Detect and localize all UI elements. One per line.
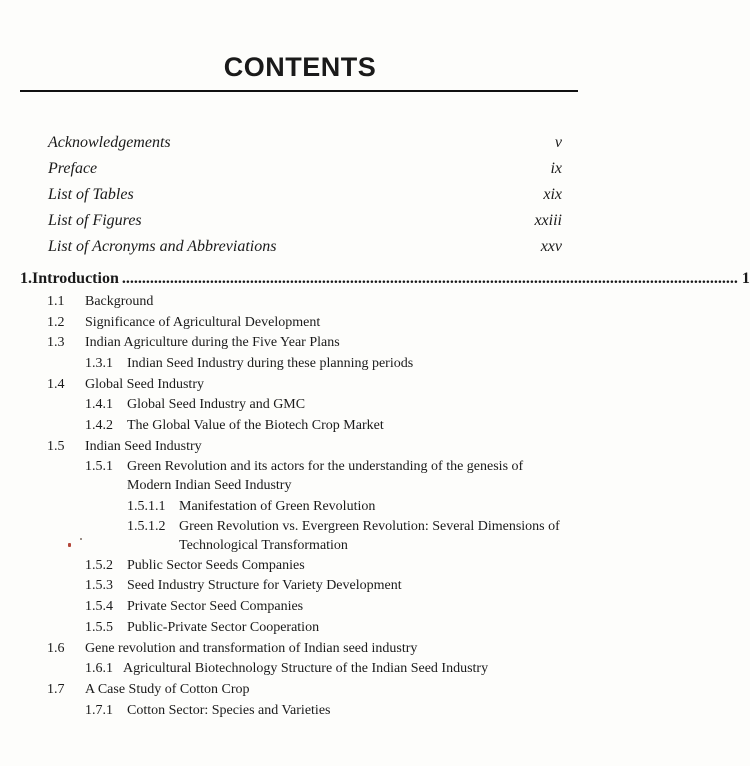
- entry-title: Manifestation of Green Revolution: [179, 499, 376, 514]
- toc-item-page: ix: [550, 160, 562, 177]
- toc-entry[interactable]: [127, 497, 375, 516]
- entry-number: 1.3: [47, 335, 65, 350]
- entry-number: 1.5.4: [85, 599, 113, 614]
- entry-title: Global Seed Industry and GMC: [127, 397, 306, 412]
- entry-number: 1.5.1.2: [127, 519, 166, 534]
- entry-title: A Case Study of Cotton Crop: [85, 682, 250, 697]
- entry-number: 1.2: [47, 315, 65, 330]
- entry-number: 1.5.3: [85, 578, 113, 593]
- entry-number: 1.5.2: [85, 558, 113, 573]
- toc-entry[interactable]: [85, 457, 567, 495]
- toc-item-label: Preface: [48, 160, 98, 177]
- ink-speck: [80, 538, 82, 540]
- entry-title: Agricultural Biotechnology Structure of the Indian Seed Industry: [123, 661, 489, 676]
- toc-front-matter-item[interactable]: [48, 134, 562, 152]
- toc-entry[interactable]: [85, 556, 305, 575]
- entry-number: 1.7: [47, 682, 65, 697]
- toc-entry[interactable]: [47, 313, 320, 332]
- dot-leader: ..........................................................................................................................................................: [121, 270, 738, 287]
- chapter-page: 1: [741, 270, 750, 287]
- toc-entry[interactable]: [47, 639, 417, 658]
- toc-entry[interactable]: [127, 517, 569, 555]
- toc-item-label: List of Tables: [48, 186, 134, 203]
- entry-number: 1.4.1: [85, 397, 113, 412]
- entry-title: Background: [85, 294, 154, 309]
- toc-item-label: Acknowledgements: [48, 134, 171, 151]
- entry-number: 1.5.1.1: [127, 499, 166, 514]
- toc-entry[interactable]: [47, 333, 340, 352]
- entry-title: Gene revolution and transformation of Indian seed industry: [85, 641, 418, 656]
- toc-item-page: xix: [543, 186, 562, 203]
- entry-number: 1.6: [47, 641, 65, 656]
- entry-title: Indian Seed Industry: [85, 439, 202, 454]
- toc-entry[interactable]: [85, 576, 402, 595]
- entry-title: The Global Value of the Biotech Crop Market: [127, 418, 384, 433]
- entry-title: Global Seed Industry: [85, 377, 204, 392]
- toc-entry[interactable]: [85, 354, 413, 373]
- entry-number: 1.4.2: [85, 418, 113, 433]
- page-title: CONTENTS: [223, 52, 377, 82]
- ink-speck: [68, 543, 71, 547]
- entry-number: 1.7.1: [85, 703, 113, 718]
- toc-front-matter-item[interactable]: [48, 160, 562, 178]
- entry-title: Green Revolution and its actors for the understanding of the genesis of Modern Indian Seed Industry: [127, 459, 524, 493]
- chapter-title: Introduction: [32, 270, 119, 287]
- toc-entry[interactable]: [85, 618, 319, 637]
- toc-entry[interactable]: [85, 416, 384, 435]
- toc-entry[interactable]: [85, 597, 303, 616]
- toc-entry[interactable]: [47, 680, 250, 699]
- entry-title: Indian Agriculture during the Five Year Plans: [85, 335, 340, 350]
- toc-entry[interactable]: [85, 701, 330, 720]
- entry-title: Seed Industry Structure for Variety Development: [127, 578, 402, 593]
- entry-title: Public Sector Seeds Companies: [127, 558, 305, 573]
- toc-entry[interactable]: [47, 292, 153, 311]
- entry-number: 1.5.1: [85, 459, 113, 474]
- entry-title: Public-Private Sector Cooperation: [127, 620, 320, 635]
- toc-front-matter-item[interactable]: [48, 186, 562, 204]
- entry-number: 1.1: [47, 294, 65, 309]
- toc-item-page: xxv: [540, 238, 562, 255]
- entry-number: 1.6.1: [85, 661, 113, 676]
- toc-entry[interactable]: [85, 395, 305, 414]
- entry-title: Private Sector Seed Companies: [127, 599, 304, 614]
- toc-item-label: List of Figures: [48, 212, 142, 229]
- entry-title: Green Revolution vs. Evergreen Revolution: Several Dimensions of Technological Transformation: [179, 519, 560, 553]
- entry-number: 1.3.1: [85, 356, 113, 371]
- entry-title: Cotton Sector: Species and Varieties: [127, 703, 331, 718]
- toc-entry[interactable]: [85, 659, 488, 678]
- entry-title: Indian Seed Industry during these planning periods: [127, 356, 414, 371]
- entry-number: 1.5.5: [85, 620, 113, 635]
- entry-title: Significance of Agricultural Development: [85, 315, 321, 330]
- toc-chapter-heading[interactable]: [20, 270, 750, 288]
- title-rule: [20, 90, 578, 92]
- toc-entry[interactable]: [47, 437, 202, 456]
- entry-number: 1.5: [47, 439, 65, 454]
- toc-entry[interactable]: [47, 375, 204, 394]
- chapter-number: 1.: [20, 270, 32, 287]
- entry-number: 1.4: [47, 377, 65, 392]
- toc-front-matter-item[interactable]: [48, 212, 562, 230]
- toc-front-matter-item[interactable]: [48, 238, 562, 256]
- toc-item-page: xxiii: [534, 212, 562, 229]
- toc-item-page: v: [554, 134, 562, 151]
- toc-item-label: List of Acronyms and Abbreviations: [48, 238, 277, 255]
